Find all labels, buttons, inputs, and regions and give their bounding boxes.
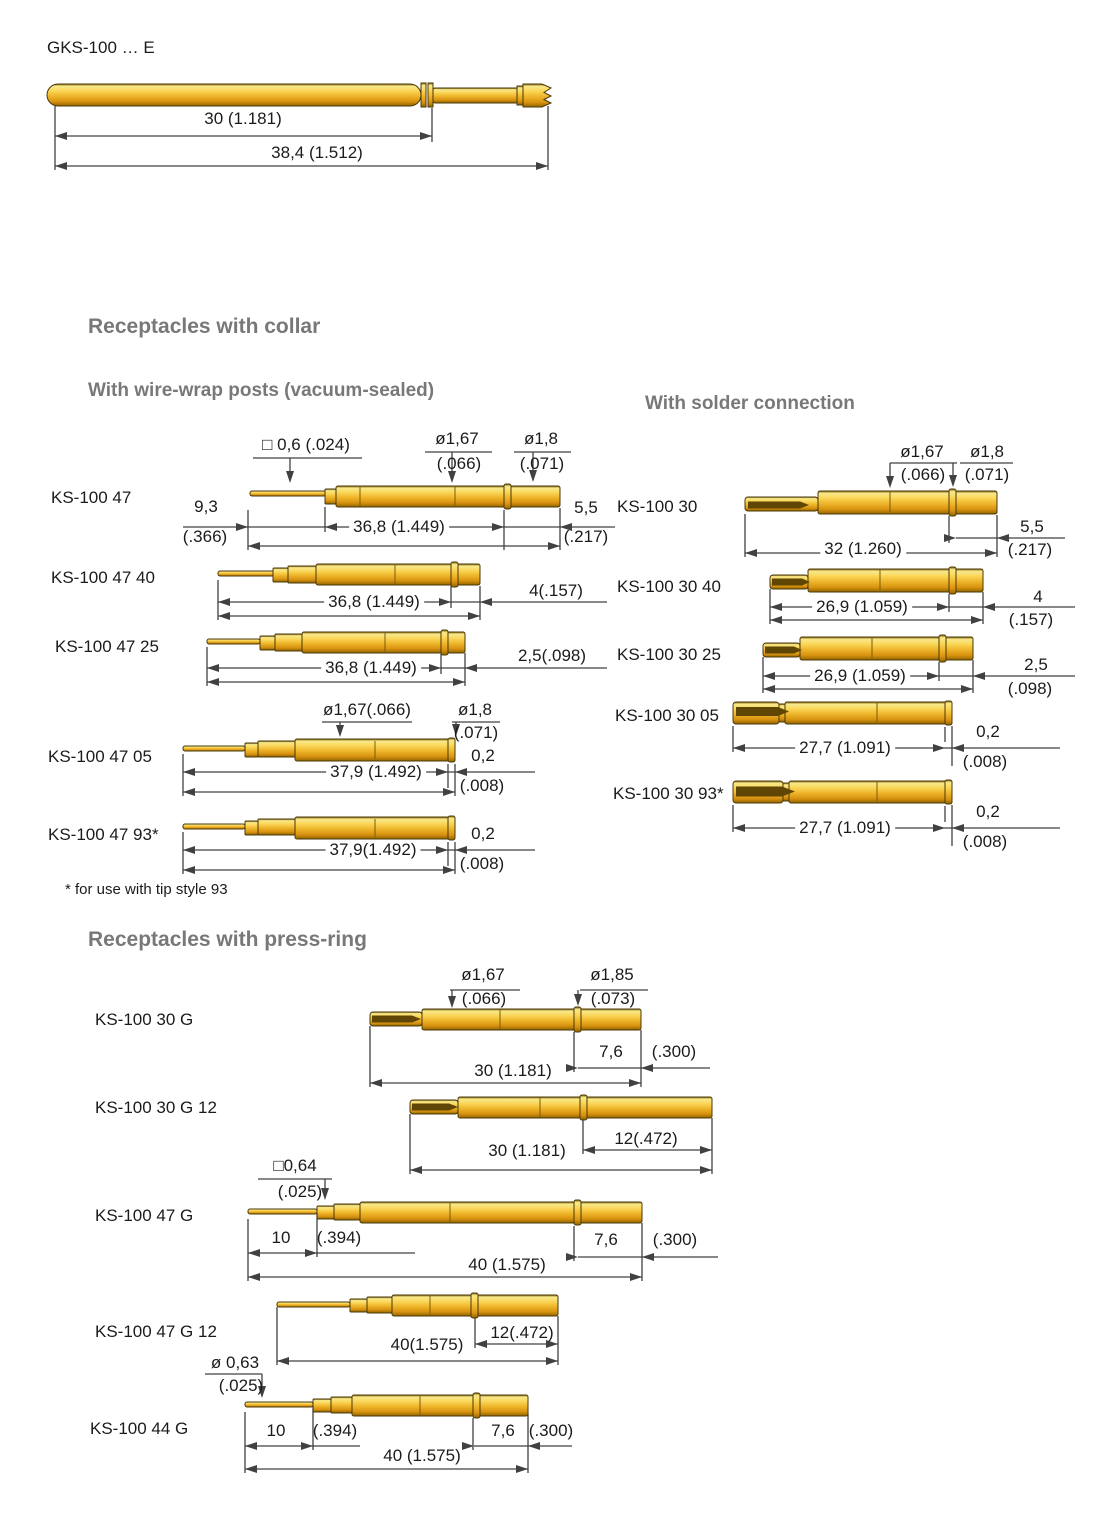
dim-post-length: 9,3 [194, 497, 218, 516]
subheading-solder: With solder connection [645, 393, 855, 414]
dim-tail: 12(.472) [614, 1129, 678, 1148]
dim-arrows [236, 470, 572, 550]
dim-tail-inch: (.008) [459, 854, 505, 873]
probe-drawing-gks-100-e [47, 83, 551, 107]
dim-tail: 7,6 [594, 1230, 618, 1249]
dim-tail: 5,5 [574, 498, 598, 517]
probe-drawing-ks-100-47 [250, 484, 560, 509]
probe-drawing-ks-100-47-05 [183, 738, 455, 762]
callout-diameter: ø1,67(.066) [323, 700, 411, 719]
dim-tail-inch: (.217) [1007, 540, 1053, 559]
dim-tail-inch: (.008) [962, 752, 1008, 771]
callout-diameter-inch: (.071) [453, 723, 499, 742]
solder-slot [736, 707, 789, 716]
solder-slot [412, 1104, 458, 1111]
dim-tail-inch: (.217) [563, 527, 609, 546]
dim-body-length: 30 (1.181) [474, 1061, 552, 1080]
part-label: KS-100 47 40 [51, 568, 155, 587]
callout-diameter: ø1,8 [969, 442, 1005, 461]
dim-post-length-inch: (.394) [316, 1228, 362, 1247]
part-label: KS-100 47 [51, 488, 132, 507]
callout-diameter-inch: (.066) [436, 454, 482, 473]
probe-drawing-ks-100-47-40 [218, 562, 480, 587]
callout-diameter: ø1,67 [461, 965, 505, 984]
part-label: KS-100 47 93* [48, 825, 159, 844]
callout-diameter: ø1,67 [435, 429, 479, 448]
callout-diameter: ø1,8 [457, 700, 493, 719]
dim-tail: 12(.472) [490, 1323, 554, 1342]
dim-tail-inch: (.300) [528, 1421, 574, 1440]
dim-body-length: 36,8 (1.449) [324, 592, 424, 612]
dim-tail: 2,5(.098) [517, 646, 587, 665]
dim-overall-length: 38,4 (1.512) [271, 143, 363, 162]
footnote: * for use with tip style 93 [65, 881, 228, 898]
dim-tail-inch: (.008) [962, 832, 1008, 851]
callout-diameter-inch: (.073) [590, 989, 636, 1008]
callout-diameter: ø1,67 [900, 442, 944, 461]
callout-diameter: ø1,8 [523, 429, 559, 448]
callout-square-post-inch: (.025) [277, 1182, 323, 1201]
dim-body-length: 40 (1.575) [468, 1255, 546, 1274]
dim-body-length: 32 (1.260) [820, 539, 906, 559]
section-heading-pressring: Receptacles with press-ring [88, 928, 367, 951]
callout-diameter: ø1,85 [590, 965, 634, 984]
callout-square-post: □0,64 [273, 1156, 317, 1175]
dim-tail: 0,2 [471, 824, 495, 843]
dim-post-length-inch: (.394) [312, 1421, 358, 1440]
part-label: KS-100 30 G 12 [95, 1098, 217, 1117]
probe-drawing-ks-100-47-25 [207, 630, 465, 655]
part-label: KS-100 30 G [95, 1010, 194, 1029]
dim-tail: 4 [1033, 587, 1043, 606]
part-label: KS-100 30 05 [615, 706, 719, 725]
dim-tail: 4(.157) [529, 581, 583, 600]
callout-diameter-inch: (.025) [218, 1376, 264, 1395]
dim-post-length-inch: (.366) [182, 527, 228, 546]
dim-body-length: 26,9 (1.059) [812, 597, 912, 617]
dim-arrows [248, 1249, 654, 1281]
dim-lines [258, 1114, 712, 1194]
part-label: KS-100 47 G [95, 1206, 194, 1225]
section-heading-collar: Receptacles with collar [88, 315, 321, 338]
dim-post-length: 10 [271, 1228, 291, 1247]
probe-drawing-ks-100-47-93 [183, 816, 455, 840]
dim-lines [733, 805, 1060, 846]
dim-inner-length: 30 (1.181) [204, 109, 282, 128]
dim-tail-inch: (.300) [652, 1230, 698, 1249]
dim-tail: 0,2 [976, 722, 1000, 741]
crown-tip [523, 84, 551, 107]
solder-slot [748, 502, 809, 509]
callout-diameter-inch: (.066) [461, 989, 507, 1008]
dim-tail: 0,2 [976, 802, 1000, 821]
dim-tail: 7,6 [599, 1042, 623, 1061]
subheading-wirewrap: With wire-wrap posts (vacuum-sealed) [88, 380, 435, 401]
callout-square-post: □ 0,6 (.024) [262, 435, 350, 454]
dim-tail-inch: (.300) [651, 1042, 697, 1061]
callout-diameter-inch: (.071) [519, 454, 565, 473]
callout-diameter: ø 0,63 [210, 1353, 260, 1372]
dim-body-length: 36,8 (1.449) [349, 517, 449, 537]
part-label: KS-100 30 25 [617, 645, 721, 664]
solder-slot [372, 1016, 421, 1023]
dim-body-length: 30 (1.181) [488, 1141, 566, 1160]
callout-diameter-inch: (.066) [900, 465, 946, 484]
dim-body-length: 37,9 (1.492) [326, 762, 426, 782]
part-label: KS-100 47 G 12 [95, 1322, 217, 1341]
part-label: KS-100 30 93* [613, 784, 724, 803]
probe-drawing-ks-100-47-g-12 [277, 1293, 558, 1318]
dim-body-length: 40 (1.575) [383, 1446, 461, 1465]
dim-tail: 2,5 [1024, 655, 1048, 674]
part-label: KS-100 47 25 [55, 637, 159, 656]
dim-body-length: 37,9(1.492) [326, 840, 421, 860]
dim-body-length: 26,9 (1.059) [810, 666, 910, 686]
part-label: KS-100 47 05 [48, 747, 152, 766]
part-label: KS-100 30 40 [617, 577, 721, 596]
dim-tail-inch: (.008) [459, 776, 505, 795]
probe-drawing-ks-100-47-g [248, 1200, 642, 1225]
solder-slot [772, 579, 810, 586]
dim-body-length: 27,7 (1.091) [795, 738, 895, 758]
probe-drawing-ks-100-44-g [245, 1393, 528, 1418]
dim-tail: 7,6 [491, 1421, 515, 1440]
part-label-gks-100-e: GKS-100 … E [47, 38, 155, 57]
dim-tail: 5,5 [1020, 517, 1044, 536]
part-label: KS-100 30 [617, 497, 698, 516]
dim-tail-inch: (.098) [1007, 679, 1053, 698]
callout-diameter-inch: (.071) [964, 465, 1010, 484]
dim-tail-inch: (.157) [1008, 610, 1054, 629]
dim-tail: 0,2 [471, 746, 495, 765]
part-label: KS-100 44 G [90, 1419, 189, 1438]
dim-body-length: 40(1.575) [390, 1335, 464, 1354]
dim-lines [733, 726, 1060, 766]
dim-body-length: 36,8 (1.449) [321, 658, 421, 678]
dim-body-length: 27,7 (1.091) [795, 818, 895, 838]
dim-post-length: 10 [266, 1421, 286, 1440]
